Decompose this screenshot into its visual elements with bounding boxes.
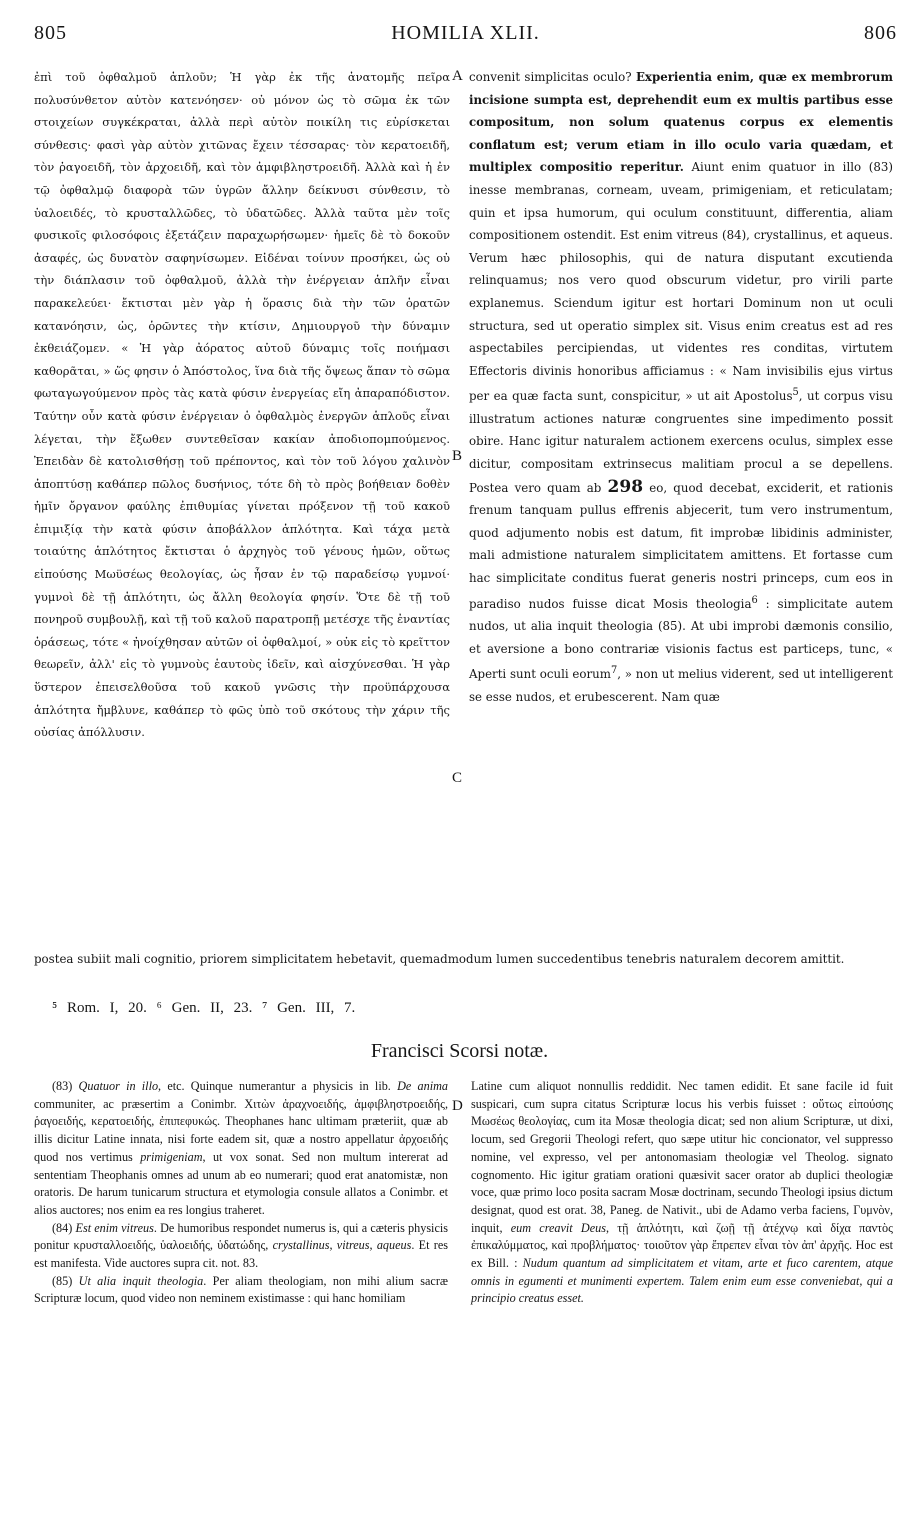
latin-column [469,66,893,708]
note-84-text-2: . Et res est manifesta. Vide auctores supra cit. not. 83. [34,1238,448,1271]
latin-text-5: : simplicitate autem nudos, ut alia inquit theologia (85). At ubi improbi dæmonis consilio, et aversione a bono contrariæ visionis factus est particeps, tunc, « Aperti sunt oculi eorum [469,596,894,682]
footnote-ref-5: 5 [792,387,799,399]
latin-text-4: eo, quod decebat, exciderit, et rationis frenum tanquam pullus effrenis abjecerit, tum vero instrumentum, quod adjumento nobis est datum, fit improbæ libidinis administer, mali admistione naturalem simplicitatem amittens. Et fortasse cum hac simplicitate conditus fuerat generis nostri princeps, cum eos in paradiso nudos fuisse dicat Mosis theologia [469,480,894,611]
notes-left-column [34,1078,448,1308]
latin-text-2: Aiunt enim quatuor in illo (83) inesse membranas, corneam, uveam, primigeniam, et reticulatam; quin et ipsa humorum, qui oculum constituunt, differentia, aliam compositionem ostendit. Est enim vitreus (84), crystallinus, et aqueus. Verum hæc philosophis, qui de natura disputant excutienda relinquamus; nos vero quod obscurum videtur, pro virili parte explanemus. Sciendum igitur est hortari Dominum non ut oculi structura, sed ut operatio simplex sit. Visus enim creatus est ad res aspectabiles percipiendas, ut videntes res conditas, virtutem Effectoris divinis honoribus afficiamus : « Nam invisibilis ejus virtus per ea quæ facta sunt, conspicitur, » ut ait Apostolus [469,160,893,404]
note-85 [34,1273,448,1308]
note-83-word: primigeniam [140,1149,203,1164]
note-84 [34,1220,448,1273]
note-84-ref: (84) [52,1220,76,1235]
note-83-text-2: communiter, ac præsertim a Conimbr. Χιτὼν ἀραχνοειδής, ἀμφιβληστροειδής, ῥαγοειδής, κερατοειδής, ἐπιπεφυκώς. Theophanes hanc ultimam præteriit, quæ ab illis dicitur Latine innata, nisi forte eadem sit, quæ a nostro appellatur ἀρχοειδής quod nos vertimus [34,1096,448,1164]
margin-letter-b: B [452,448,463,464]
edition-page-marker: 298 [607,476,644,497]
margin-letter-a: A [452,68,463,84]
running-head [34,22,897,48]
greek-column [34,66,450,744]
margin-letter-d: D [452,1098,463,1114]
note-85-cont-text-1: Latine cum aliquot nonnullis reddidit. Nec tamen edidit. Et sane facile id fuit suspicari, cum supra citatus Scripturæ locus his verbis fuisset : οὕτως εἰπούσης Μωσέως θεολογίας, cum ita Mosæ theologia dicat; sed non alium Scripturæ, ut dixi, locum, sed Gregorii Theologi refert, quo sæpe utitur hic concionator, vel suppresso nomine, vel expresso, vel per antonomasiam theologiæ vel Theolog. signato cognomento. Hic igitur gratiam orationi quæsivit sacer orator ab duplici theologiæ voce, quæ primo loco posita sacram Mosæ doctrinam, secundo Theologi ipsius dictum designat, quod est orat. 38, Paneg. de Nativit., ubi de Adamo verba faciens, Γυμνὸν, inquit, [471,1079,893,1235]
latin-text-3: , ut corpus visu illustratum actiones naturæ congruentes sine impedimento possit obire. Hanc igitur naturalem actionem exercens oculus, simplex esse dicitur, compositam extrinsecus malitiam procul a se depellens. Postea vero quam ab [469,389,893,495]
margin-letter-c: C [452,770,463,786]
note-83-lemma: Quatuor in illo [78,1079,159,1093]
note-83-text-3: , ut vox sonat. Sed non multum intererat ad sententiam Theophanis omnes ad unum ab eo numerari; quod erat anatomistæ, non oratoris. De harum tunicarum structura et etymologia consule allatos a Conimbr. et alios auctores; nos enim ea res longius traheret. [34,1149,448,1217]
note-85-lemma: Ut alia inquit theologia [78,1273,204,1288]
footnote-ref-6: 6 [751,594,758,606]
note-83-ref: (83) [52,1079,79,1093]
note-84-lemma: Est enim vitreus [75,1220,154,1235]
notes-right-column [471,1078,893,1308]
latin-text-bold: Experientia enim, quæ ex membrorum incisione sumpta est, deprehendit eum ex multis partibus esse compositum, non solum quatenus corpus ex elementis conflatum est; verum etiam in illo oculo varia quædam, et multiplex compositio reperitur. [469,70,893,175]
page-number-right: 806 [864,22,897,44]
footnote-ref-7: 7 [610,665,618,677]
notes-heading: Francisci Scorsi notæ. [370,1040,549,1062]
note-84-latin: crystallinus, vitreus, aqueus [272,1238,412,1253]
latin-text-1: convenit simplicitas oculo? [469,70,636,84]
page-number-left: 805 [34,22,67,44]
note-85-cont-italic-1: eum creavit Deus [510,1220,606,1235]
note-85-cont-text-2: , τῇ ἁπλότητι, καὶ ζωῇ τῇ ἀτέχνῳ καὶ δίχα παντὸς ἐπικαλύμματος, καὶ προβλήματος· τοιοῦτον γὰρ ἔπρεπεν εἶναι τὸν ἀπ' ἀρχῆς. Hoc est ex Bill. : [471,1220,893,1271]
note-83-text-1: , etc. Quinque numerantur a physicis in lib. [158,1079,398,1093]
running-title: HOMILIA XLII. [391,22,540,44]
greek-text: ἐπὶ τοῦ ὀφθαλμοῦ ἁπλοῦν; Ἡ γὰρ ἐκ τῆς ἀνατομῆς πεῖρα πολυσύνθετον αὐτὸν κατενόησεν· οὐ μόνον ὡς τὸ σῶμα ἐκ τῶν στοιχείων συγκέκραται, ἀλλὰ περὶ αὐτὸν ποικίλη τις εὑρίσκεται σύνθεσις· φασὶ γὰρ αὐτὸν χιτῶνας ἔχειν τέσσαρας· τὸν κερατοειδῆ, τὸν ῥαγοειδῆ, τὸν ἀρχοειδῆ, καὶ τὸν ἀμφιβληστροειδῆ. Ἀλλὰ καὶ ἡ ἐν τῷ ὀφθαλμῷ διαφορὰ τῶν ὑγρῶν ἄλλην δείκνυσι σύνθεσιν, τὸ ὑαλοειδές, τὸ κρυσταλλῶδες, τὸ ὑδατῶδες. Ἀλλὰ ταῦτα μὲν τοῖς φυσικοῖς φιλοσόφοις ἐξετάζειν παραχωρήσωμεν· ἡμεῖς δὲ τὸ δοκοῦν ἀσαφές, ὡς δυνατὸν σαφηνίσωμεν. Εἰδέναι τοίνυν προσήκει, ὡς οὐ τὴν διάπλασιν τοῦ ὀφθαλμοῦ, ἀλλὰ τὴν ἐνέργειαν ἁπλῆν εἶναι παρακελεύει· ἔκτισται μὲν γὰρ ἡ ὅρασις διὰ τὴν τῶν ὁρατῶν κατανόησιν, ὡς, ὁρῶντες τὴν κτίσιν, Δημιουργοῦ τὴν δύναμιν ἐκθειάζομεν. « Ἡ γὰρ ἀόρατος αὐτοῦ δύναμις τοῖς ποιήμασι καθορᾶται, » ὥς φησιν ὁ Ἀπόστολος, ἵνα διὰ τῆς ὄψεως ἅπαν τὸ σῶμα φωταγωγούμενον πρὸς τὰς κατὰ φύσιν ἐνεργείας εἴη ἀπαραπόδιστον. Ταύτην οὖν κατὰ φύσιν ἐνέργειαν ὁ ὀφθαλμὸς ἐνεργῶν ἁπλοῦς εἶναι λέγεται, τὴν ἔξωθεν συντεθεῖσαν κακίαν ἀποδιοπομπούμενος. Ἐπειδὰν δὲ κατολισθήσῃ τοῦ πρέποντος, καὶ τὸν τοῦ λόγου χαλινὸν ἀποπτύσῃ καθάπερ πῶλος δυσήνιος, τότε δὴ τὸ πρὸς βοήθειαν δοθὲν ἡμῖν ὄργανον φαύλης ἐπιθυμίας γίνεται πρόξενον τῇ τοῦ κακοῦ ἐπιμιξίᾳ τὴν κατὰ φύσιν ἀποβάλλον ἁπλότητα. Καὶ τάχα μετὰ τοιαύτης ἁπλότητος ἔκτισται ὁ ἀρχηγὸς τοῦ γένους ἡμῶν, οὕτως εἰπούσης Μωϋσέως θεολογίας, ὡς ἦσαν ἐν τῷ παραδείσῳ γυμνοί· γυμνοὶ δὲ τῇ ἁπλότητι, ὡς ἄλλη θεολογία φησίν. Ὅτε δὲ τῇ τοῦ πονηροῦ συμβουλῇ, καὶ τῇ τοῦ καλοῦ παρατροπῇ μετέσχε τῆς ἐναντίας ὁράσεως, τότε « ἠνοίχθησαν αὐτῶν οἱ ὀφθαλμοί, » οὐκ εἰς τὸ κρεῖττον θεωρεῖν, ἀλλ' εἰς τὸ γυμνοὺς ἑαυτοὺς ἰδεῖν, καὶ αἰσχύνεσθαι. Ἡ γὰρ ὕστερον ἐπεισελθοῦσα τοῦ κακοῦ γνῶσις τὴν προϋπάρχουσα ἁπλότητα ἤμβλυνε, καθάπερ τὸ φῶς ὑπὸ τοῦ σκότους τὴν χάριν τῆς οὐσίας ἀπόλλυσιν. [34,70,450,740]
note-85-cont-italic-2: Nudum quantum ad simplicitatem et vitam, arte et fuco carentem, atque omnis in egumenti et munimenti expertem. Talem enim eum esse conveniebat, qui a principio creatus esset. [471,1256,893,1306]
latin-text-6: , » non ut melius viderent, sed ut intelligerent se esse nudos, et erubescerent. Nam quæ [469,667,893,704]
latin-text [469,66,893,708]
note-85-continued [471,1078,893,1308]
note-83 [34,1078,448,1220]
note-85-text-1: . Per aliam theologiam, non mihi alium sacræ Scripturæ locum, quod video non neminem existimasse : qui hanc homiliam [34,1273,449,1306]
fullwidth-continuation: postea subiit mali cognitio, priorem simplicitatem hebetavit, quemadmodum lumen succedentibus tenebris naturalem decorem amittit. [34,952,845,966]
note-85-ref: (85) [52,1273,79,1288]
note-84-text-1: . De humoribus respondet numerus is, qui a cæteris physicis ponitur κρυσταλλοειδής, ὑαλοειδής, ὑδατώδης, [34,1220,448,1253]
note-83-work: De anima [397,1079,448,1093]
footnotes: ⁵ Rom. I, 20. ⁶ Gen. II, 23. ⁷ Gen. III, 7. [52,1000,356,1016]
